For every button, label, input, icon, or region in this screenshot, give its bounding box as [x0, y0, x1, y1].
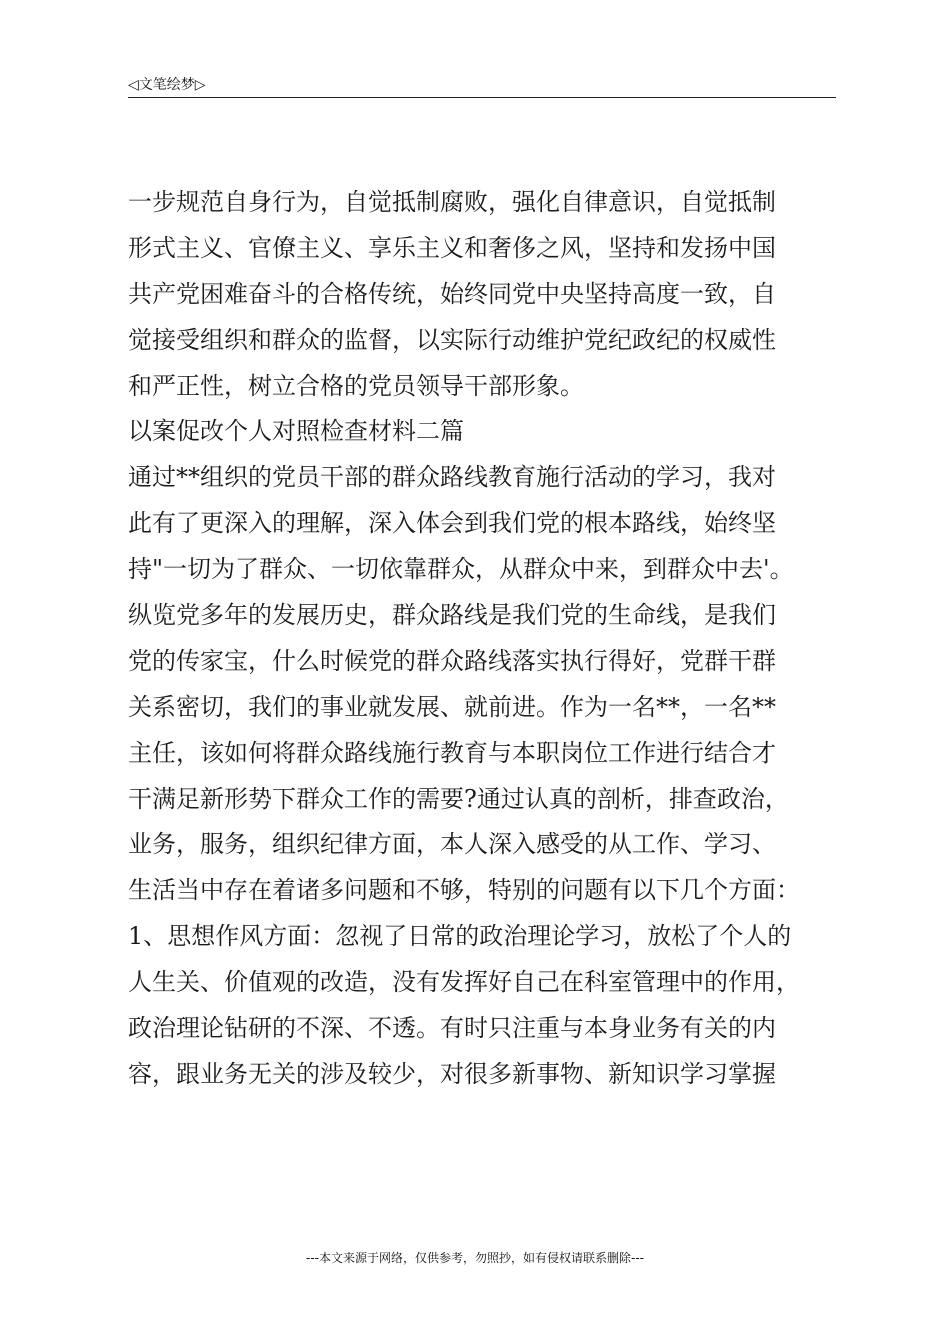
text-line: 人生关、价值观的改造，没有发挥好自己在科室管理中的作用， [128, 968, 800, 997]
text-line: 通过**组织的党员干部的群众路线教育施行活动的学习，我对 [128, 463, 776, 492]
section-title: 以案促改个人对照检查材料二篇 [128, 417, 464, 446]
text-line: 持"一切为了群众、一切依靠群众，从群众中来，到群众中去'。 [128, 555, 794, 584]
text-line: 纵览党多年的发展历史，群众路线是我们党的生命线，是我们 [128, 601, 776, 630]
text-line: 一步规范自身行为，自觉抵制腐败，强化自律意识，自觉抵制 [128, 188, 776, 216]
text-line: 1、思想作风方面：忽视了日常的政治理论学习，放松了个人的 [128, 922, 792, 951]
document-body [128, 180, 844, 1098]
text-line: 主任，该如何将群众路线施行教育与本职岗位工作进行结合才 [128, 738, 776, 767]
text-line: 业务，服务，组织纪律方面，本人深入感受的从工作、学习、 [128, 830, 776, 859]
text-line: 政治理论钻研的不深、不透。有时只注重与本身业务有关的内 [128, 1014, 776, 1043]
text-line: 共产党困难奋斗的合格传统，始终同党中央坚持高度一致，自 [128, 279, 776, 308]
text-line: 和严正性，树立合格的党员领导干部形象。 [128, 371, 584, 400]
text-line: 生活当中存在着诸多问题和不够，特别的问题有以下几个方面： [128, 876, 800, 905]
header-divider [128, 97, 836, 98]
text-line: 觉接受组织和群众的监督，以实际行动维护党纪政纪的权威性 [128, 325, 776, 354]
text-line: 党的传家宝，什么时候党的群众路线落实执行得好，党群干群 [128, 646, 776, 675]
text-line: 关系密切，我们的事业就发展、就前进。作为一名**，一名** [128, 692, 776, 721]
text-line: 此有了更深入的理解，深入体会到我们党的根本路线，始终坚 [128, 509, 776, 538]
text-line: 容，跟业务无关的涉及较少，对很多新事物、新知识学习掌握 [128, 1059, 776, 1088]
text-line: 形式主义、官僚主义、享乐主义和奢侈之风，坚持和发扬中国 [128, 233, 776, 262]
page-header: ◁文笔绘梦▷ [128, 77, 206, 93]
page-footer: ---本文来源于网络，仅供参考，勿照抄，如有侵权请联系删除--- [306, 1251, 644, 1265]
text-line: 干满足新形势下群众工作的需要?通过认真的剖析，排查政治， [128, 784, 789, 813]
